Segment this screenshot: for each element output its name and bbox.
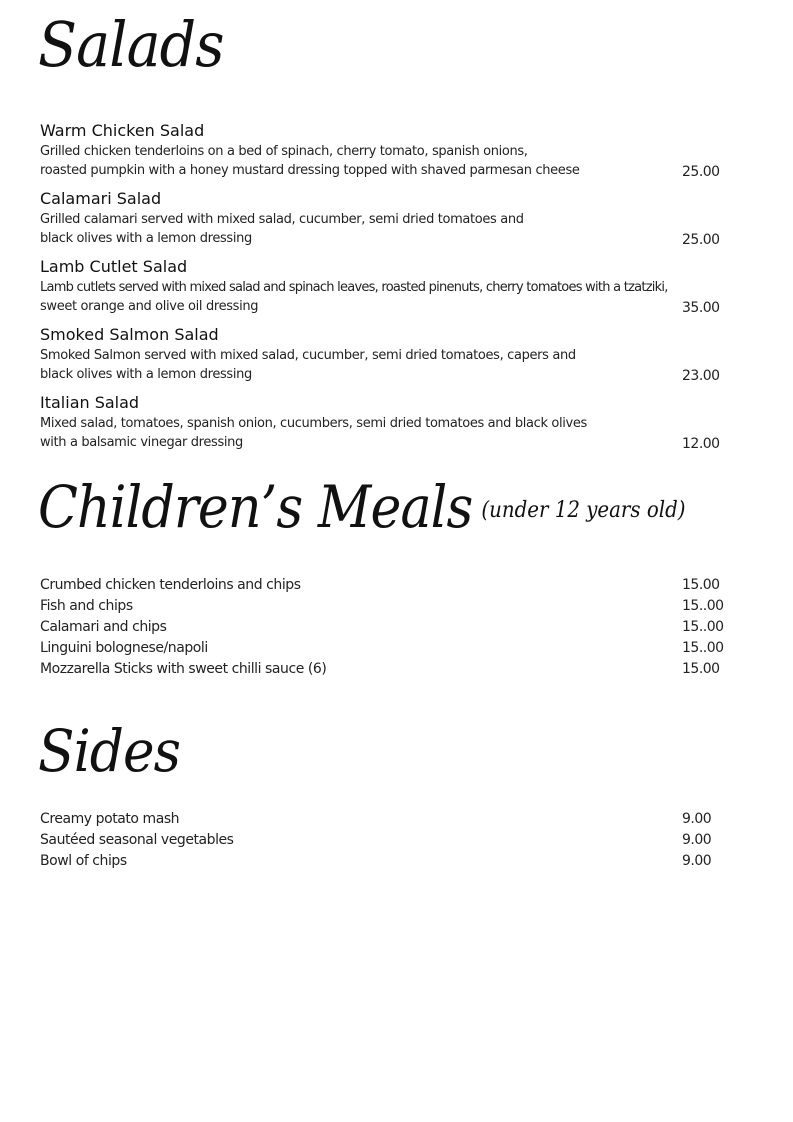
salads-heading: Salads	[38, 8, 224, 81]
menu-item-price: 15..00	[682, 598, 724, 614]
sides-heading: Sides	[38, 717, 181, 785]
menu-item-description-line: sweet orange and olive oil dressing	[40, 299, 259, 314]
childrens-meals-heading	[38, 473, 686, 541]
menu-item-price: 25.00	[682, 232, 720, 248]
menu-item-description-line: Smoked Salmon served with mixed salad, cucumber, semi dried tomatoes, capers and	[40, 348, 576, 363]
menu-item-name: Italian Salad	[40, 393, 140, 412]
menu-item	[40, 596, 740, 617]
menu-item-name: Calamari Salad	[40, 189, 162, 208]
menu-item-price: 9.00	[682, 853, 712, 869]
menu-item	[40, 851, 740, 872]
menu-item-description-line: black olives with a lemon dressing	[40, 367, 252, 382]
menu-item-name: Mozzarella Sticks with sweet chilli sauce (6)	[40, 661, 327, 677]
menu-item-description-line: Grilled chicken tenderloins on a bed of spinach, cherry tomato, spanish onions,	[40, 144, 528, 159]
menu-item-price: 9.00	[682, 832, 712, 848]
menu-item	[40, 575, 740, 596]
menu-item	[40, 638, 740, 659]
salads-list	[40, 118, 740, 458]
menu-item-name: Calamari and chips	[40, 619, 167, 635]
menu-item-warm-chicken-salad	[40, 120, 740, 186]
menu-item-smoked-salmon-salad	[40, 324, 740, 390]
menu-item-description-line: Grilled calamari served with mixed salad, cucumber, semi dried tomatoes and	[40, 212, 524, 227]
menu-item	[40, 659, 740, 680]
menu-item-price: 15..00	[682, 619, 724, 635]
menu-item-price: 12.00	[682, 436, 720, 452]
menu-item-lamb-cutlet-salad	[40, 256, 740, 322]
menu-item-price: 15.00	[682, 661, 720, 677]
menu-item-name: Smoked Salmon Salad	[40, 325, 219, 344]
menu-item-calamari-salad	[40, 188, 740, 254]
menu-item-name: Lamb Cutlet Salad	[40, 257, 188, 276]
childrens-meals-list	[40, 575, 740, 680]
menu-item-name: Sautéed seasonal vegetables	[40, 832, 234, 848]
menu-item-description-line: roasted pumpkin with a honey mustard dressing topped with shaved parmesan cheese	[40, 163, 580, 178]
menu-item-price: 35.00	[682, 300, 720, 316]
menu-item-name: Bowl of chips	[40, 853, 127, 869]
menu-item-description-line: black olives with a lemon dressing	[40, 231, 252, 246]
menu-item	[40, 809, 740, 830]
menu-item-price: 15.00	[682, 577, 720, 593]
menu-item-description-line: Mixed salad, tomatoes, spanish onion, cucumbers, semi dried tomatoes and black olives	[40, 416, 587, 431]
menu-item-description-line: with a balsamic vinegar dressing	[40, 435, 243, 450]
menu-item-description-line: Lamb cutlets served with mixed salad and spinach leaves, roasted pinenuts, cherry tomatoes with a tzatziki,	[40, 280, 668, 295]
menu-item	[40, 830, 740, 851]
menu-item	[40, 617, 740, 638]
menu-item-price: 9.00	[682, 811, 712, 827]
menu-item-name: Crumbed chicken tenderloins and chips	[40, 577, 301, 593]
menu-item-name: Warm Chicken Salad	[40, 121, 205, 140]
menu-item-italian-salad	[40, 392, 740, 458]
menu-item-name: Linguini bolognese/napoli	[40, 640, 208, 656]
menu-item-name: Fish and chips	[40, 598, 133, 614]
childrens-meals-title: Children’s Meals	[38, 473, 473, 541]
childrens-meals-age-note: (under 12 years old)	[481, 498, 686, 523]
menu-item-name: Creamy potato mash	[40, 811, 180, 827]
sides-list	[40, 809, 740, 872]
menu-item-price: 15..00	[682, 640, 724, 656]
menu-item-price: 23.00	[682, 368, 720, 384]
menu-item-price: 25.00	[682, 164, 720, 180]
